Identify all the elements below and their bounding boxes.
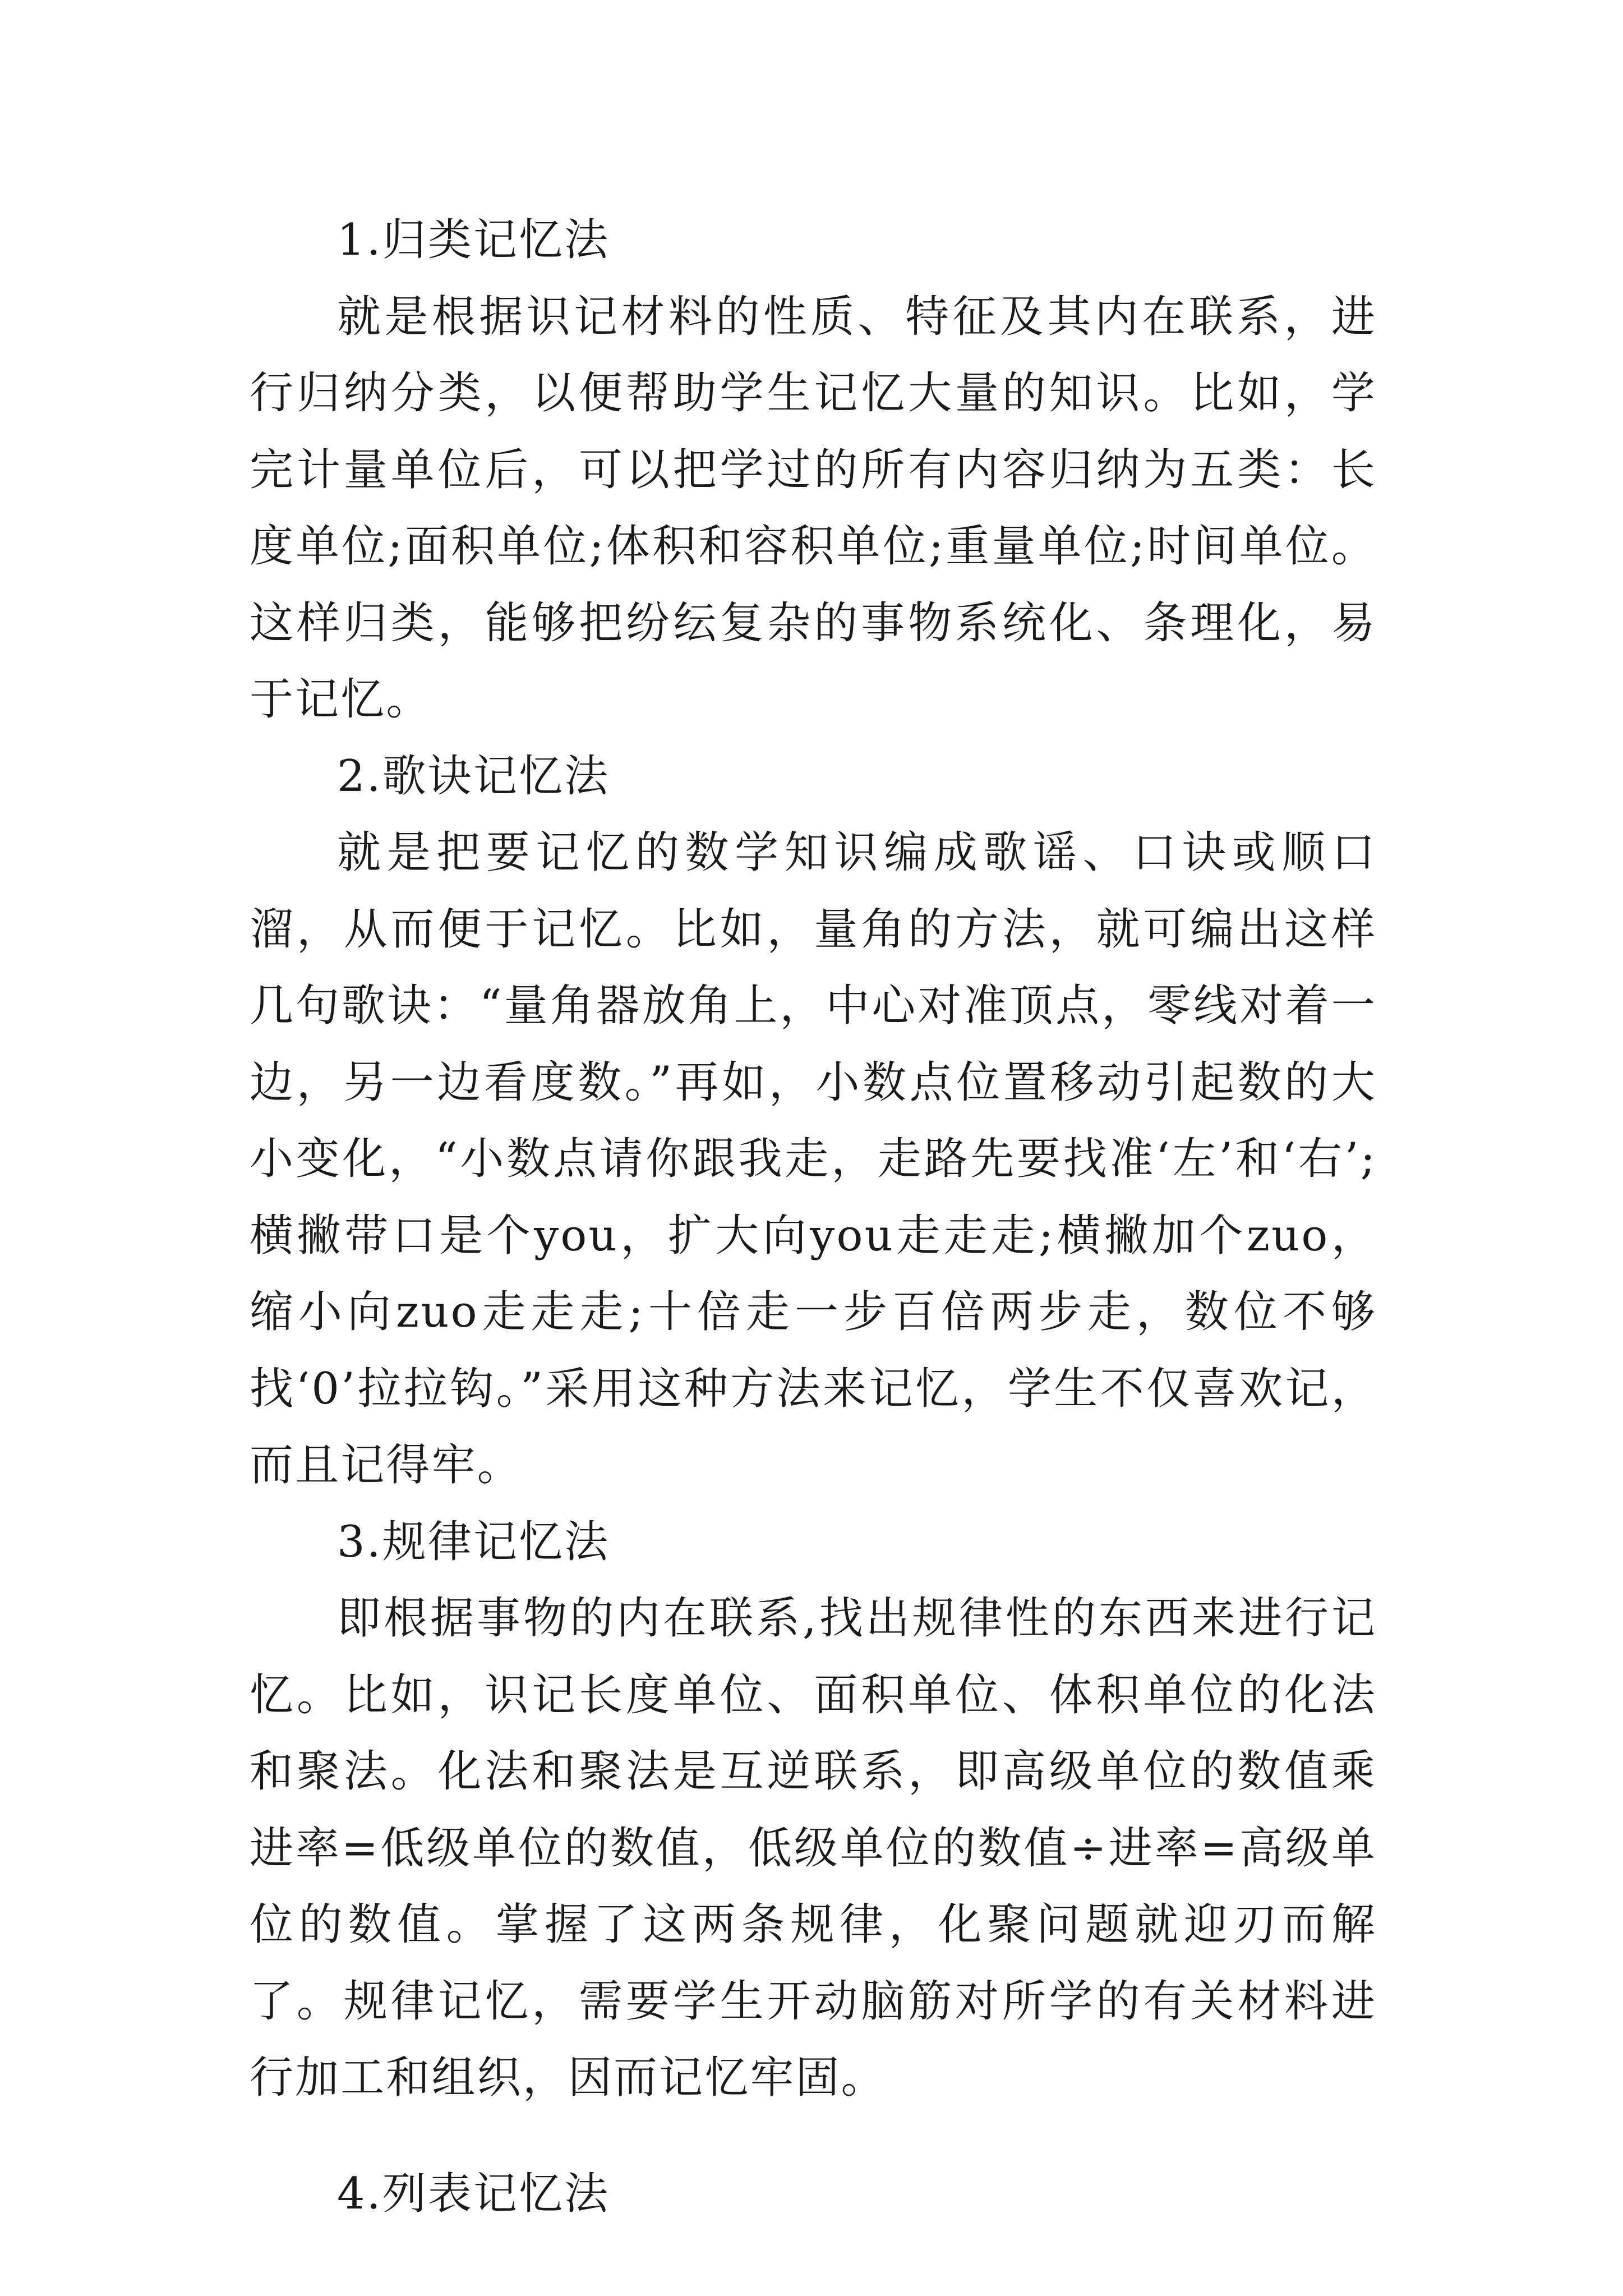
section-paragraph-2: 就是把要记忆的数学知识编成歌谣、口诀或顺口溜，从而便于记忆。比如，量角的方法，就可编出这样几句歌诀：“量角器放角上，中心对准顶点，零线对着一边，另一边看度数。”再如，小数点位置移动引起数的大小变化，“小数点请你跟我走，走路先要找准‘左’和‘右’;横撇带口是个you，扩大向you走走走;横撇加个zuo，缩小向zuo走走走;十倍走一步百倍两步走，数位不够找‘0’拉拉钩。”采用这种方法来记忆，学生不仅喜欢记，而且记得牢。 [250, 827, 1377, 1490]
section-paragraph-1: 就是根据识记材料的性质、特征及其内在联系，进行归纳分类，以便帮助学生记忆大量的知识。比如，学完计量单位后，可以把学过的所有内容归纳为五类：长度单位;面积单位;体积和容积单位;重量单位;时间单位。这样归类，能够把纷纭复杂的事物系统化、条理化，易于记忆。 [250, 291, 1377, 725]
document-body [250, 202, 1377, 2232]
section-heading-4: 4.列表记忆法 [337, 2168, 610, 2219]
section-heading-1: 1.归类记忆法 [337, 215, 610, 265]
section-heading-3: 3.规律记忆法 [337, 1516, 610, 1567]
section-paragraph-3: 即根据事物的内在联系,找出规律性的东西来进行记忆。比如，识记长度单位、面积单位、体积单位的化法和聚法。化法和聚法是互逆联系，即高级单位的数值乘进率=低级单位的数值，低级单位的数值÷进率=高级单位的数值。掌握了这两条规律，化聚问题就迎刃而解了。规律记忆，需要学生开动脑筋对所学的有关材料进行加工和组织，因而记忆牢固。 [250, 1593, 1377, 2103]
section-heading-2: 2.歌诀记忆法 [337, 751, 610, 802]
